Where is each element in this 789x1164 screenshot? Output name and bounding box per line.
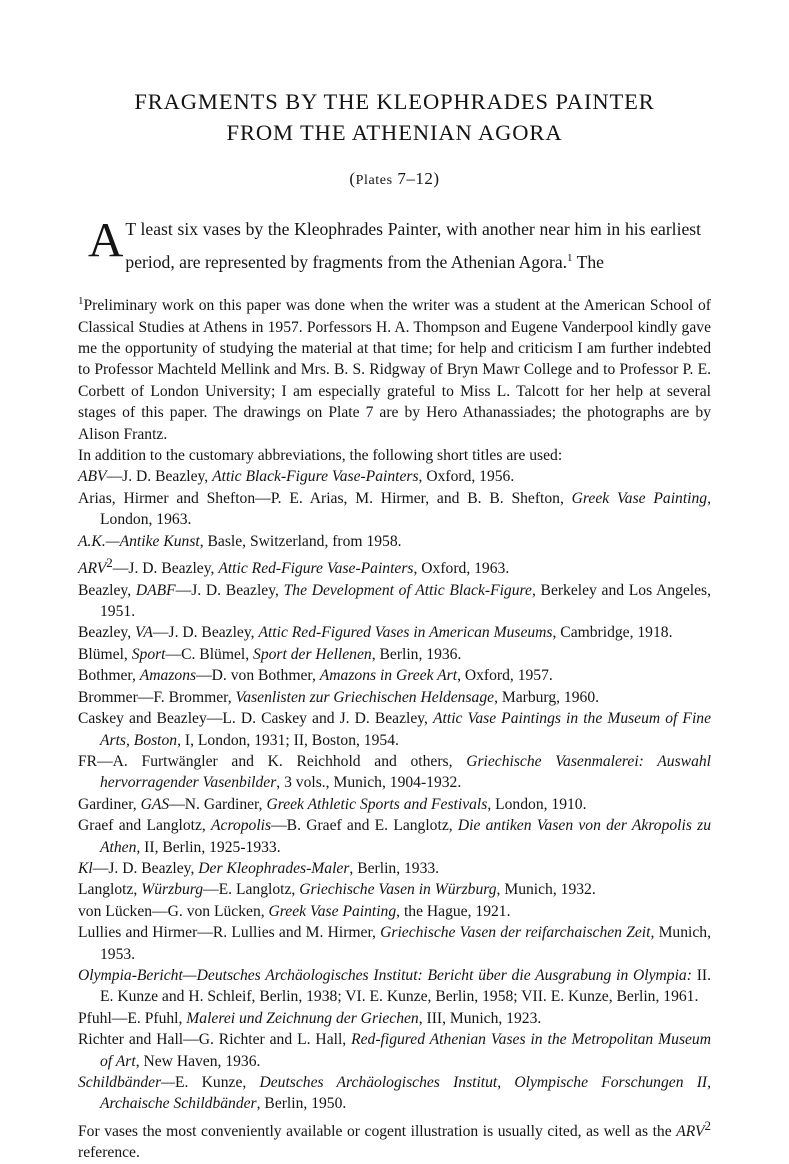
reference-entry	[78, 708, 711, 751]
reference-text-run: 2	[106, 555, 113, 571]
reference-entry	[78, 815, 711, 858]
reference-text-run: , Basle, Switzerland, from 1958.	[199, 532, 402, 550]
reference-text-run: , Munich, 1932.	[496, 881, 596, 899]
opening-text: T least six vases by the Kleophrades Painter, with another near him in his earliest period, are represented by fragments from the Athenian Agora.	[125, 219, 701, 272]
reference-text-run: —C. Blümel,	[165, 645, 254, 663]
reference-entry	[78, 644, 711, 665]
reference-text-run: Griechische Vasen in Würzburg	[299, 881, 497, 899]
reference-text-run: , Oxford, 1956.	[418, 468, 515, 486]
reference-text-run: E. Kunze,	[175, 1074, 260, 1091]
reference-text-run: —D. von Bothmer,	[196, 667, 320, 685]
reference-text-run: Der Kleophrades-Maler	[198, 859, 350, 877]
reference-text-run: VA	[135, 624, 153, 642]
reference-text-run: Schildbänder—	[78, 1074, 176, 1091]
reference-text-run: Attic Red-Figure Vase-Painters	[218, 560, 414, 578]
reference-text-run: , 3 vols., Munich, 1904-1932.	[276, 774, 462, 792]
reference-text-run: A.K.—	[78, 532, 120, 550]
opening-text-tail: The	[572, 251, 604, 272]
reference-entry	[78, 1029, 711, 1072]
plates-range: 7–12)	[392, 169, 440, 188]
reference-text-run: Arias, Hirmer and Shefton—P. E. Arias, M. Hirmer, and B. B. Shefton,	[78, 489, 572, 507]
reference-text-run: Würzburg	[141, 881, 204, 899]
reference-text-run: Griechische Vasen der reifarchaischen Zeit,	[380, 924, 655, 942]
closing-italic: ARV	[676, 1123, 705, 1140]
reference-text-run: Richter and Hall—G. Richter and L. Hall,	[78, 1031, 352, 1049]
reference-text-run: Amazons in Greek Art	[319, 667, 458, 685]
article-title	[0, 86, 789, 148]
reference-text-run: —B. Graef and E. Langlotz,	[271, 817, 458, 835]
reference-entry	[78, 488, 711, 531]
closing-text-a: For vases the most conveniently available or cogent illustration is usually cited, as well as the	[78, 1123, 677, 1140]
footnote-body: Preliminary work on this paper was done when the writer was a student at the American School of Classical Studies at Athens in 1957. Porfessors H. A. Thompson and Eugene Vanderpool kindly gave me the opportunity of studying the material at that time; for help and criticism I am further indebted to Professor Machteld Mellink and Mrs. B. S. Ridgway of Bryn Mawr College and to Professor P. E. Corbett of London University; I am especially grateful to Miss L. Talcott for her help at several stages of this paper. The drawings on Plate 7 are by Hero Athanassiades; the photographs are by Alison Frantz.	[78, 297, 711, 443]
reference-text-run: , the Hague, 1921.	[396, 902, 511, 920]
reference-text-run: —J. D. Beazley,	[175, 581, 284, 599]
reference-text-run: Attic Black-Figure Vase-Painters	[212, 468, 419, 486]
title-line-2: FROM THE ATHENIAN AGORA	[226, 120, 563, 145]
reference-text-run: —E. Langlotz,	[203, 881, 300, 899]
reference-text-run: London, 1963.	[100, 511, 192, 529]
reference-text-run: , III, Munich, 1923.	[418, 1009, 542, 1027]
reference-text-run: Brommer—F. Brommer,	[78, 688, 236, 706]
reference-text-run: —J. D. Beazley,	[92, 859, 199, 877]
reference-text-run: DABF	[135, 581, 176, 599]
reference-entry	[78, 1008, 711, 1029]
plates-caption	[0, 169, 789, 189]
footnote-reference: 1	[567, 252, 573, 264]
reference-entry	[78, 965, 711, 1008]
reference-text-run: II, Berlin, 1925-1933.	[140, 838, 281, 856]
reference-list	[78, 466, 711, 1114]
notes-block	[78, 291, 711, 1164]
footnote-text	[78, 291, 711, 445]
reference-entry	[78, 580, 711, 623]
reference-text-run: —J. D. Beazley,	[152, 624, 259, 642]
reference-text-run: Lullies and Hirmer—R. Lullies and M. Hirmer,	[78, 924, 381, 942]
reference-entry	[78, 922, 711, 965]
reference-entry	[78, 1072, 711, 1115]
reference-text-run: ARV	[78, 560, 107, 578]
reference-text-run: Amazons	[139, 667, 197, 685]
reference-text-run: , Cambridge, 1918.	[552, 624, 673, 642]
reference-entry	[78, 531, 711, 552]
reference-text-run: Die antiken Vasen von der Akropolis zu Athen,	[100, 817, 711, 856]
reference-text-run: , New Haven, 1936.	[135, 1052, 261, 1070]
reference-text-run: Red-figured Athenian Vases in the Metropolitan Museum of Art	[100, 1031, 711, 1070]
reference-entry	[78, 665, 711, 686]
reference-text-run: Antike Kunst	[119, 532, 200, 550]
reference-text-run: Langlotz,	[78, 881, 142, 899]
footnote-marker: 1	[78, 295, 84, 307]
reference-text-run: , London, 1910.	[487, 795, 587, 813]
reference-text-run: , Oxford, 1963.	[413, 560, 510, 578]
reference-entry	[78, 901, 711, 922]
reference-text-run: Vasenlisten zur Griechischen Heldensage	[235, 688, 495, 706]
reference-text-run: Beazley,	[78, 624, 135, 642]
plates-label: Plates	[355, 173, 393, 188]
reference-text-run: Caskey and Beazley—L. D. Caskey and J. D. Beazley,	[78, 710, 434, 728]
reference-text-run: Greek Vase Painting,	[571, 489, 711, 507]
closing-text-b: reference.	[78, 1144, 140, 1162]
reference-text-run: Attic Vase Paintings in the Museum of Fine Arts, Boston,	[100, 710, 711, 749]
reference-text-run: Attic Red-Figured Vases in American Museums	[258, 624, 553, 642]
reference-entry	[78, 858, 711, 879]
reference-text-run: Munich, 1953.	[100, 924, 711, 963]
reference-text-run: —J. D. Beazley,	[106, 468, 213, 486]
reference-text-run: , Oxford, 1957.	[457, 667, 553, 685]
reference-text-run: , Berlin, 1936.	[371, 645, 462, 663]
abbreviation-lead-in: In addition to the customary abbreviations, the following short titles are used:	[78, 447, 563, 465]
closing-note	[78, 1115, 711, 1164]
reference-entry	[78, 466, 711, 487]
reference-text-run: Sport	[131, 645, 166, 663]
reference-text-run: , Berkeley and Los Angeles, 1951.	[100, 581, 711, 621]
reference-text-run: Pfuhl—E. Pfuhl,	[78, 1009, 187, 1027]
reference-text-run: I, London, 1931; II, Boston, 1954.	[181, 731, 399, 749]
reference-entry	[78, 794, 711, 815]
reference-text-run: Graef and Langlotz,	[78, 817, 212, 835]
reference-text-run: The Development of Attic Black-Figure	[283, 581, 532, 599]
reference-text-run: von Lücken—G. von Lücken,	[78, 902, 269, 920]
reference-text-run: —J. D. Beazley,	[112, 560, 219, 578]
plates-prefix: (	[349, 169, 356, 188]
reference-text-run: Olympia-Bericht—Deutsches Archäologisches Institut: Bericht über die Ausgrabung in Olympia:	[78, 966, 692, 984]
reference-entry	[78, 751, 711, 794]
closing-superscript: 2	[704, 1117, 711, 1133]
reference-entry	[78, 687, 711, 708]
opening-paragraph	[88, 212, 701, 277]
reference-text-run: GAS	[140, 795, 170, 813]
drop-cap: A	[88, 212, 124, 267]
reference-text-run: Greek Athletic Sports and Festivals	[266, 795, 488, 813]
reference-text-run: Blümel,	[78, 645, 132, 663]
reference-text-run: Sport der Hellenen	[253, 645, 372, 663]
reference-text-run: , Marburg, 1960.	[494, 688, 600, 706]
reference-text-run: Bothmer,	[78, 667, 140, 685]
reference-text-run: Malerei und Zeichnung der Griechen	[186, 1009, 419, 1027]
reference-text-run: Greek Vase Painting	[268, 902, 397, 920]
reference-entry	[78, 552, 711, 580]
reference-text-run: ABV	[78, 468, 107, 486]
reference-text-run: II. E. Kunze and H. Schleif, Berlin, 1938; VI. E. Kunze, Berlin, 1958; VII. E. Kunze, Berlin, 1961.	[100, 966, 711, 1006]
reference-text-run: , Berlin, 1950.	[256, 1095, 347, 1113]
reference-text-run: Deutsches Archäologisches Institut, Olympische Forschungen II, Archaische Schildbänder	[100, 1074, 711, 1113]
reference-text-run: Griechische Vasenmalerei: Auswahl hervorragender Vasenbilder	[100, 752, 711, 792]
reference-entry	[78, 622, 711, 643]
reference-text-run: Kl	[78, 859, 93, 877]
reference-entry	[78, 879, 711, 900]
footnote-separator	[0, 277, 789, 291]
title-line-1: FRAGMENTS BY THE KLEOPHRADES PAINTER	[134, 89, 655, 114]
reference-text-run: FR—A. Furtwängler and K. Reichhold and others,	[78, 752, 467, 770]
reference-text-run: —N. Gardiner,	[169, 795, 267, 813]
reference-text-run: Beazley,	[78, 581, 136, 599]
reference-text-run: Gardiner,	[78, 795, 141, 813]
reference-text-run: , Berlin, 1933.	[349, 859, 440, 877]
reference-text-run: Acropolis	[211, 817, 272, 835]
